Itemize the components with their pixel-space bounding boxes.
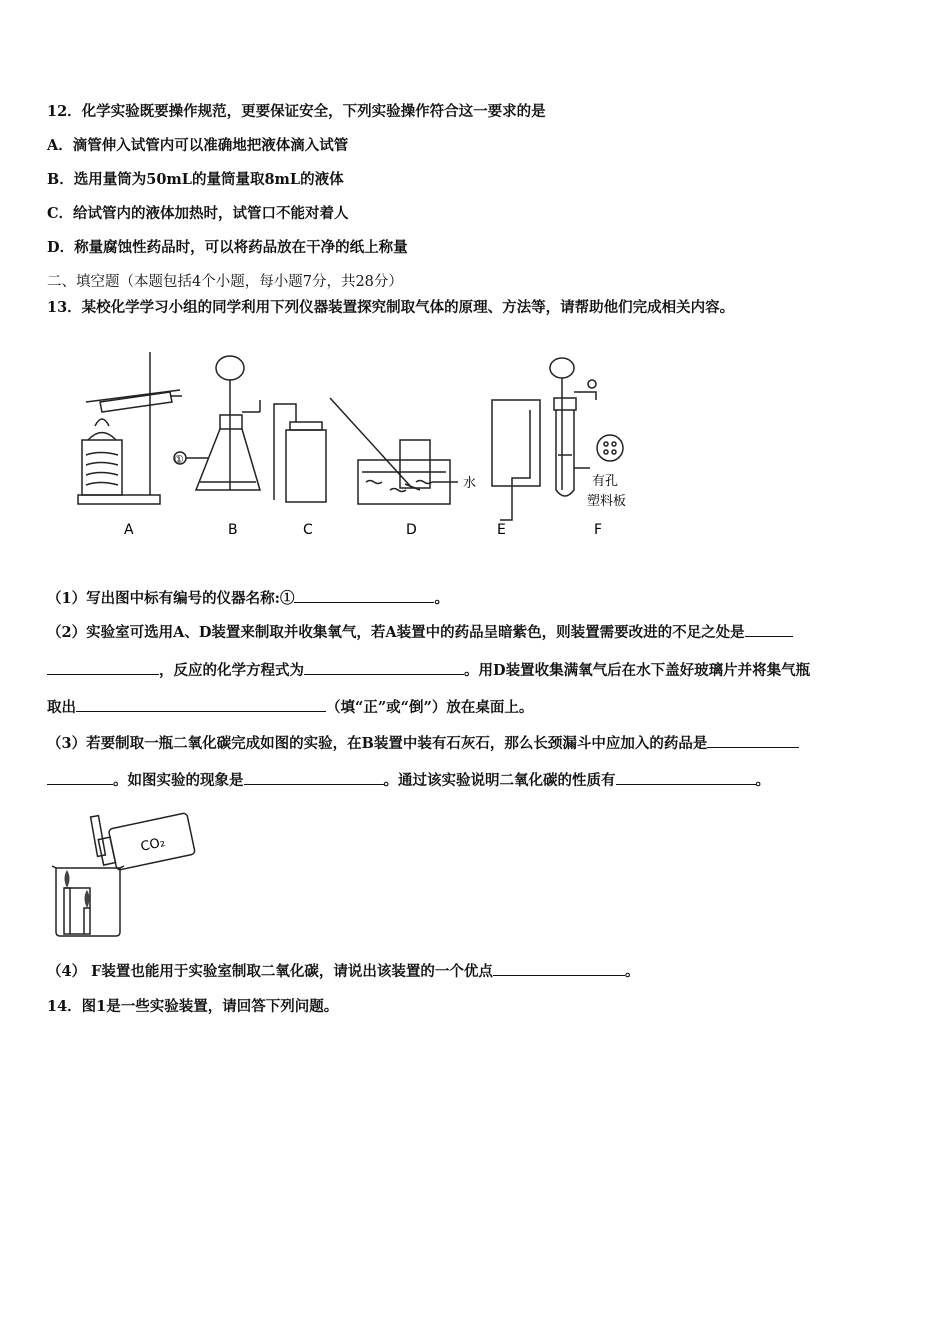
answer-blank-3c[interactable] [616, 770, 756, 785]
answer-blank-1[interactable] [294, 588, 434, 603]
q13-part2-line2 [47, 660, 810, 681]
label-a: A [124, 522, 134, 538]
q12-option-c: C．给试管内的液体加热时，试管口不能对着人 [47, 205, 349, 222]
answer-blank-2b[interactable] [304, 660, 464, 675]
label-d: D [406, 522, 417, 538]
water-label: 水 [463, 476, 477, 491]
co2-label: CO₂ [139, 835, 167, 855]
label-c: C [303, 522, 313, 538]
answer-blank-2a[interactable] [745, 622, 793, 637]
q13-part2-text2: ，反应的化学方程式为 [159, 662, 304, 679]
plate-label-2: 塑料板 [587, 494, 627, 509]
q13-part3-line2 [47, 770, 770, 791]
plate-label-1: 有孔 [592, 474, 619, 489]
q13-part3-text2: 。如图实验的现象是 [113, 772, 244, 789]
answer-blank-4[interactable] [493, 961, 625, 976]
answer-blank-2c[interactable] [76, 697, 326, 712]
section-2-title: 二、填空题（本题包括4个小题，每小题7分，共28分） [47, 274, 403, 290]
q13-part4-text: （4） F装置也能用于实验室制取二氧化碳，请说出该装置的一个优点 [47, 963, 493, 980]
label-b: B [228, 522, 238, 538]
q14-stem: 14．图1是一些实验装置，请回答下列问题。 [47, 998, 339, 1015]
apparatus-c [274, 404, 326, 502]
label-f: F [594, 522, 603, 538]
q13-part2-text1: （2）实验室可选用A、D装置来制取并收集氧气，若A装置中的药品呈暗紫色，则装置需要改进的不足之处是 [47, 624, 745, 641]
apparatus-d [330, 398, 458, 504]
q13-part4-end: 。 [624, 963, 640, 980]
answer-blank-3b[interactable] [244, 770, 384, 785]
q13-part1 [47, 588, 449, 609]
apparatus-figure [60, 340, 660, 545]
q12-option-d: D．称量腐蚀性药品时，可以将药品放在干净的纸上称量 [47, 239, 408, 256]
q13-part2-line1 [47, 622, 793, 643]
q13-part3-text3: 。通过该实验说明二氧化碳的性质有 [383, 772, 616, 789]
q12-option-a: A．滴管伸入试管内可以准确地把液体滴入试管 [47, 137, 349, 154]
apparatus-b [174, 356, 260, 490]
q12-option-b: B．选用量筒为50mL的量筒量取8mL的液体 [47, 171, 344, 188]
q13-part3-text1: （3）若要制取一瓶二氧化碳完成如图的实验，在B装置中装有石灰石，那么长颈漏斗中应加入的药品是 [47, 735, 708, 752]
mark-1: ① [174, 453, 184, 466]
q13-part4 [47, 961, 639, 982]
q13-stem: 13．某校化学学习小组的同学利用下列仪器装置探究制取气体的原理、方法等，请帮助他们完成相关内容。 [47, 299, 735, 316]
apparatus-e [492, 400, 540, 520]
q13-part2-text4: 取出 [47, 699, 76, 716]
answer-blank-2a-cont[interactable] [47, 660, 159, 675]
answer-blank-3a-cont[interactable] [47, 770, 113, 785]
q13-part1-text: （1）写出图中标有编号的仪器名称:① [47, 590, 295, 607]
q13-part3-line1 [47, 733, 799, 754]
label-e: E [497, 522, 506, 538]
q12-stem: 12．化学实验既要操作规范，更要保证安全，下列实验操作符合这一要求的是 [47, 103, 546, 120]
q13-part3-end: 。 [755, 772, 770, 789]
q13-part2-line3 [47, 697, 533, 718]
apparatus-a [78, 352, 182, 504]
q13-part1-end: 。 [434, 590, 449, 607]
co2-beaker-figure [50, 808, 200, 940]
q13-part2-text3: 。用D装置收集满氧气后在水下盖好玻璃片并将集气瓶 [464, 662, 811, 679]
q13-part2-text5: （填“正”或“倒”）放在桌面上。 [326, 699, 534, 716]
answer-blank-3a[interactable] [707, 733, 799, 748]
